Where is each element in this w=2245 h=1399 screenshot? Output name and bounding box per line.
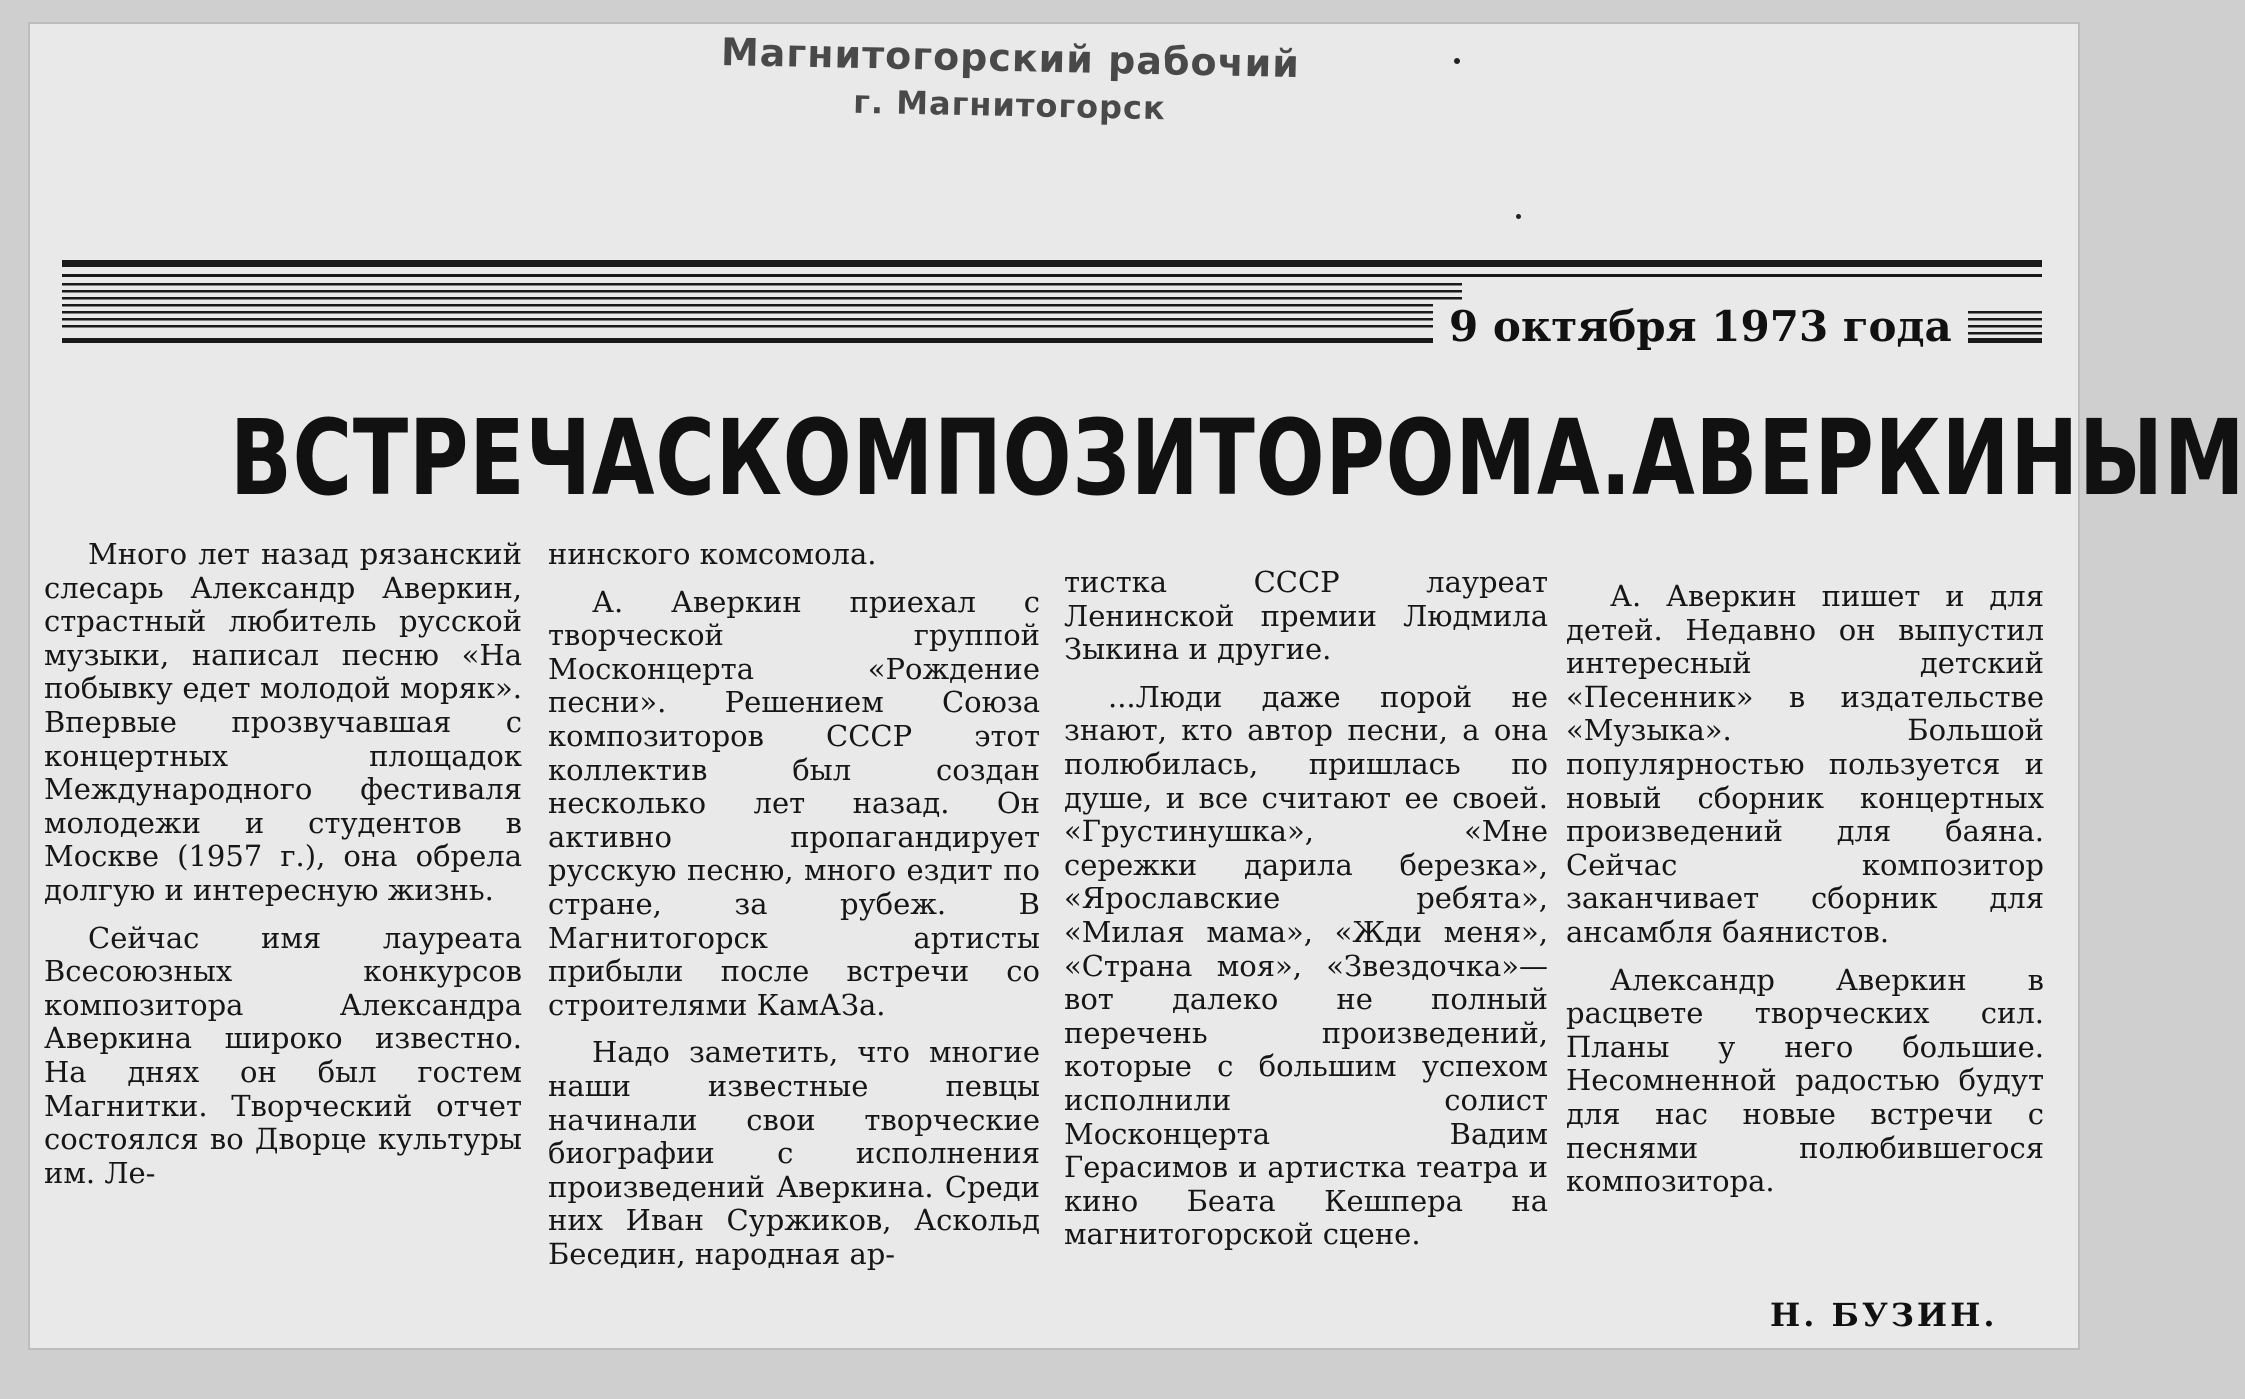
paragraph: А. Аверкин пишет и для детей. Недавно он выпустил интересный детский «Песенник» в издательстве «Музыка». Большой популярностью пользуется и новый сборник концертных произведений для баяна. Сейчас композитор заканчивает сборник для ансамбля баянистов. — [1566, 579, 2044, 949]
newspaper-stamp — [659, 29, 1361, 132]
headline-word: ВСТРЕЧА — [230, 397, 656, 519]
paragraph: Александр Аверкин в расцвете творческих сил. Планы у него большие. Несомненной радостью будут для нас новые встречи с песнями полюбившегося композитора. — [1566, 962, 2044, 1199]
issue-date: 9 октября 1973 года — [1433, 302, 1968, 351]
ink-speck — [1516, 214, 1521, 219]
article-column-1 — [44, 538, 522, 1204]
stamp-newspaper-name: Магнитогорский рабочий — [720, 29, 1301, 87]
paragraph: ...Люди даже порой не знают, кто автор песни, а она полюбилась, пришлась по душе, и все считают ее своей. «Грустинушка», «Мне сережки дарила березка», «Ярославские ребята», «Милая мама», «Жди меня», «Страна моя», «Звездочка»— вот далеко не полный перечень произведений, которые с большим успехом исполнили солист Москонцерта Вадим Герасимов и артистка театра и кино Беата Кешпера на магнитогорской сцене. — [1064, 679, 1548, 1252]
headline-word: АВЕРКИНЫМ — [1632, 397, 2245, 519]
article-column-3 — [1064, 566, 1548, 1266]
paragraph: А. Аверкин приехал с творческой группой Москонцерта «Рождение песни». Решением Союза композиторов СССР этот коллектив был создан несколько лет назад. Он активно пропагандирует русскую песню, много ездит по стране, за рубеж. В Магнитогорск артисты прибыли после встречи со строителями КамАЗа. — [548, 584, 1040, 1022]
article-headline — [230, 397, 2245, 519]
headline-word: С — [655, 397, 716, 519]
author-signature: Н. БУЗИН. — [1770, 1296, 1998, 1334]
paragraph: Сейчас имя лауреата Всесоюзных конкурсов композитора Александра Аверкина широко известно. На днях он был гостем Магнитки. Творческий отчет состоялся во Дворце культуры им. Ле- — [44, 920, 522, 1190]
paragraph: Много лет назад рязанский слесарь Александр Аверкин, страстный любитель русской музыки, написал песню «На побывку едет молодой моряк». Впервые прозвучавшая с концертных площадок Международного фестиваля молодежи и студентов в Москве (1957 г.), она обрела долгую и интересную жизнь. — [44, 537, 522, 907]
ink-speck — [1454, 58, 1460, 64]
paragraph: нинского комсомола. — [548, 537, 877, 571]
headline-word: КОМПОЗИТОРОМ — [715, 397, 1537, 519]
paragraph: Надо заметить, что многие наши известные певцы начинали свои творческие биографии с исполнения произведений Аверкина. Среди них Иван Суржиков, Аскольд Беседин, народная ар- — [548, 1035, 1040, 1271]
stamp-city: г. Магнитогорск — [852, 82, 1167, 128]
article-column-2 — [548, 538, 1040, 1285]
paragraph: тистка СССР лауреат Ленинской премии Людмила Зыкина и другие. — [1064, 565, 1548, 667]
headline-word: А. — [1536, 397, 1633, 519]
article-column-4 — [1566, 580, 2044, 1213]
